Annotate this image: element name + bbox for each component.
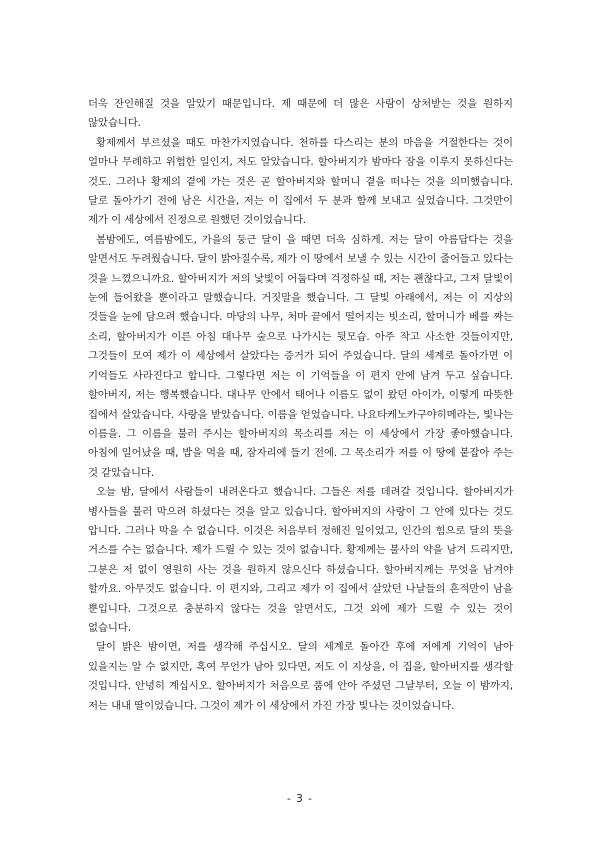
page-number: - 3 - — [287, 793, 313, 805]
paragraph-2: 황제께서 부르셨을 때도 마찬가지였습니다. 천하를 다스리는 분의 마음을 거절한다는 것이 얼마나 무례하고 위험한 일인지, 저도 알았습니다. 할아버지가 밤마다 잠을 이루지 못하신다는 것도. 그러나 황제의 곁에 가는 것은 곧 할아버지와 할머니 곁을 떠나는 것을 의미했습니다. 달로 돌아가기 전에 남은 시간을, 저는 이 집에서 두 분과 함께 보내고 싶었습니다. 그것만이 제가 이 세상에서 진정으로 원했던 것이었습니다. — [88, 136, 513, 227]
paragraph-3: 봄밤에도, 여름밤에도, 가을의 둥근 달이 을 때면 더욱 심하게. 저는 달이 아름답다는 것을 알면서도 두려웠습니다. 달이 밝아질수록, 제가 이 땅에서 보낼 수 있는 시간이 줄어들고 있다는 것을 느꼈으니까요. 할아버지가 저의 낯빛이 어둡다며 걱정하실 때, 저는 괜찮다고, 그저 달빛이 눈에 들어왔을 뿐이라고 말했습니다. 거짓말을 했습니다. 그 달빛 아래에서, 저는 이 지상의 것들을 눈에 담으려 했습니다. 마당의 나무, 처마 끝에서 떨어지는 빗소리, 할머니가 베를 짜는 소리, 할아버지가 이른 아침 대나무 숲으로 나가시는 뒷모습. 아주 작고 사소한 것들이지만, 그것들이 모여 제가 이 세상에서 살았다는 증거가 되어 주었습니다. 달의 세계로 돌아가면 이 기억들도 사라진다고 합니다. 그렇다면 저는 이 기억들을 이 편지 안에 남겨 두고 싶습니다. 할아버지, 저는 행복했습니다. 대나무 안에서 태어나 이름도 없이 왔던 아이가, 이렇게 따뜻한 집에서 살았습니다. 사랑을 받았습니다. 이름을 얻었습니다. 나요타케노카구야히메라는, 빛나는 이름을. 그 이름을 불러 주시는 할아버지의 목소리를 저는 이 세상에서 가장 좋아했습니다. 아침에 일어났을 때, 밥을 먹을 때, 잠자리에 들기 전에. 그 목소리가 저를 이 땅에 붙잡아 주는 것 같았습니다. — [88, 233, 513, 479]
letter-body — [88, 95, 513, 716]
paragraph-1: 더욱 잔인해질 것을 알았기 때문입니다. 제 때문에 더 많은 사람이 상처받는 것을 원하지 않았습니다. — [88, 98, 513, 130]
paragraph-4: 오늘 밤, 달에서 사람들이 내려온다고 했습니다. 그들은 저를 데려갈 것입니다. 할아버지가 병사들을 불러 막으려 하셨다는 것을 알고 있습니다. 할아버지의 사랑이 그 안에 있다는 것도 압니다. 그러나 막을 수 없습니다. 이것은 처음부터 정해진 일이었고, 인간의 힘으로 달의 뜻을 거스를 수는 없습니다. 제가 드릴 수 있는 것이 없습니다. 황제께는 불사의 약을 남겨 드리지만, 그분은 저 없이 영원히 사는 것을 원하지 않으신다 하셨습니다. 할아버지께는 무엇을 남겨야 할까요. 아무것도 없습니다. 이 편지와, 그리고 제가 이 집에서 살았던 나날들의 흔적만이 남을 뿐입니다. 그것으로 충분하지 않다는 것을 알면서도, 그것 외에 제가 드릴 수 있는 것이 없습니다. — [88, 486, 513, 634]
paragraph-5: 달이 밝은 밤이면, 저를 생각해 주십시오. 달의 세계로 돌아간 후에 저에게 기억이 남아 있을지는 알 수 없지만, 혹여 무언가 남아 있다면, 저도 이 지상을, 이 집을, 할아버지를 생각할 것입니다. 안녕히 계십시오. 할아버지가 처음으로 품에 안아 주셨던 그날부터, 오늘 이 밤까지, 저는 내내 딸이었습니다. 그것이 제가 이 세상에서 가진 가장 빛나는 것이었습니다. — [88, 641, 513, 712]
